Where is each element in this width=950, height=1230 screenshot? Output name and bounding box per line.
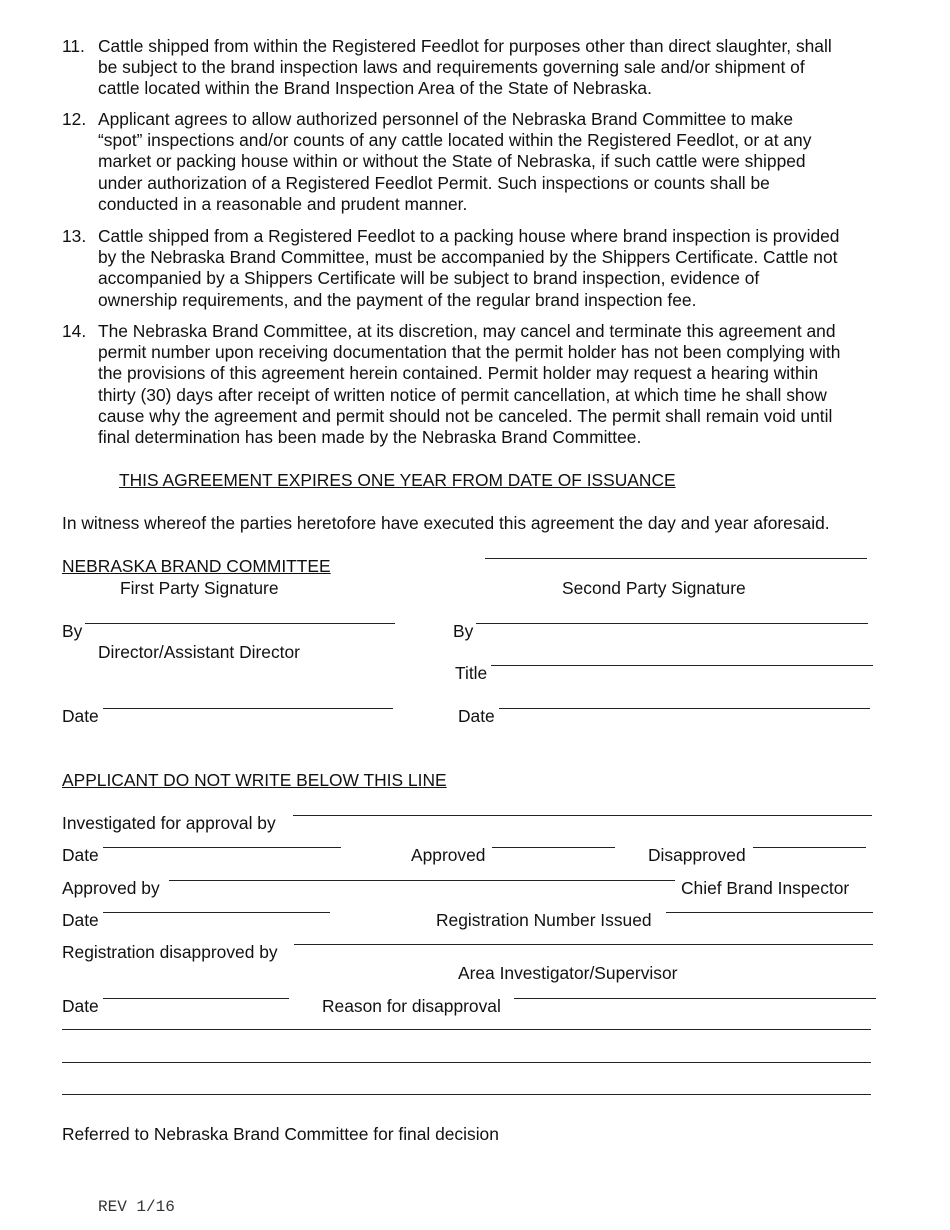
first-party-org: NEBRASKA BRAND COMMITTEE bbox=[62, 556, 331, 576]
approved-label: Approved bbox=[411, 845, 486, 865]
chief-inspector-caption: Chief Brand Inspector bbox=[681, 878, 850, 898]
clause-number: 14. bbox=[62, 321, 87, 341]
clause-12 bbox=[62, 109, 892, 215]
clause-number: 11. bbox=[62, 36, 85, 56]
approved-line[interactable] bbox=[492, 847, 615, 848]
second-party-by-label: By bbox=[453, 621, 474, 641]
office-use-header: APPLICANT DO NOT WRITE BELOW THIS LINE bbox=[62, 770, 447, 790]
approved-by-line[interactable] bbox=[169, 880, 675, 881]
registration-number-line[interactable] bbox=[666, 912, 873, 913]
expiry-notice: THIS AGREEMENT EXPIRES ONE YEAR FROM DATE OF ISSUANCE bbox=[119, 470, 676, 490]
second-party-by-line[interactable] bbox=[476, 623, 868, 624]
director-caption: Director/Assistant Director bbox=[98, 642, 300, 662]
reason-continuation-line[interactable] bbox=[62, 1062, 871, 1063]
registration-date-label: Date bbox=[62, 910, 99, 930]
investigated-label: Investigated for approval by bbox=[62, 813, 276, 833]
second-party-caption: Second Party Signature bbox=[562, 578, 746, 598]
investigated-line[interactable] bbox=[293, 815, 872, 816]
registration-disapproved-label: Registration disapproved by bbox=[62, 942, 278, 962]
second-party-title-line[interactable] bbox=[491, 665, 873, 666]
first-party-date-label: Date bbox=[62, 706, 99, 726]
approved-by-label: Approved by bbox=[62, 878, 160, 898]
first-party-by-label: By bbox=[62, 621, 83, 641]
registration-date-line[interactable] bbox=[103, 912, 330, 913]
office-date-line[interactable] bbox=[103, 847, 341, 848]
clause-number: 12. bbox=[62, 109, 87, 129]
registration-number-label: Registration Number Issued bbox=[436, 910, 652, 930]
registration-disapproved-line[interactable] bbox=[294, 944, 873, 945]
disapproval-date-label: Date bbox=[62, 996, 99, 1016]
area-investigator-caption: Area Investigator/Supervisor bbox=[458, 963, 678, 983]
first-party-by-line[interactable] bbox=[85, 623, 395, 624]
disapproved-label: Disapproved bbox=[648, 845, 746, 865]
second-party-title-label: Title bbox=[455, 663, 488, 683]
disapproved-line[interactable] bbox=[753, 847, 866, 848]
reason-continuation-line[interactable] bbox=[62, 1094, 871, 1095]
clause-text: Cattle shipped from within the Registered Feedlot for purposes other than direct slaughter, shall be subject to the brand inspection laws and requirements governing sale and/or shipment of cattle located within the Brand Inspection Area of the State of Nebraska. bbox=[98, 36, 832, 99]
clause-number: 13. bbox=[62, 226, 87, 246]
disapproval-date-line[interactable] bbox=[103, 998, 289, 999]
reason-line[interactable] bbox=[514, 998, 876, 999]
office-date-label: Date bbox=[62, 845, 99, 865]
clause-text: The Nebraska Brand Committee, at its discretion, may cancel and terminate this agreement and permit number upon receiving documentation that the permit holder has not been complying with the provisions of this agreement herein contained. Permit holder may request a hearing within thirty (30) days after receipt of written notice of permit cancellation, at which time he shall show cause why the agreement and permit should not be canceled. The permit shall remain void until final determination has been made by the Nebraska Brand Committee. bbox=[98, 321, 841, 448]
second-party-date-label: Date bbox=[458, 706, 495, 726]
clause-text: Cattle shipped from a Registered Feedlot to a packing house where brand inspection is provided by the Nebraska Brand Committee, must be accompanied by the Shippers Certificate. Cattle not accompanied by a Shippers Certificate will be subject to brand inspection, evidence of ownership requirements, and the payment of the regular brand inspection fee. bbox=[98, 226, 840, 310]
referred-statement: Referred to Nebraska Brand Committee for final decision bbox=[62, 1124, 499, 1144]
clause-text: Applicant agrees to allow authorized personnel of the Nebraska Brand Committee to make “spot” inspections and/or counts of any cattle located within the Registered Feedlot, or at any market or packing house within or without the State of Nebraska, if such cattle were shipped under authorization of a Registered Feedlot Permit. Such inspections or counts shall be conducted in a reasonable and prudent manner. bbox=[98, 109, 812, 214]
reason-label: Reason for disapproval bbox=[322, 996, 501, 1016]
reason-continuation-line[interactable] bbox=[62, 1029, 871, 1030]
second-party-date-line[interactable] bbox=[499, 708, 870, 709]
revision-label: REV 1/16 bbox=[98, 1198, 175, 1216]
first-party-caption: First Party Signature bbox=[120, 578, 279, 598]
clause-14 bbox=[62, 321, 892, 448]
second-party-signature-line[interactable] bbox=[485, 558, 867, 559]
clause-13 bbox=[62, 226, 892, 311]
witness-statement: In witness whereof the parties heretofore have executed this agreement the day and year aforesaid. bbox=[62, 513, 830, 533]
first-party-date-line[interactable] bbox=[103, 708, 393, 709]
clause-11 bbox=[62, 36, 892, 100]
